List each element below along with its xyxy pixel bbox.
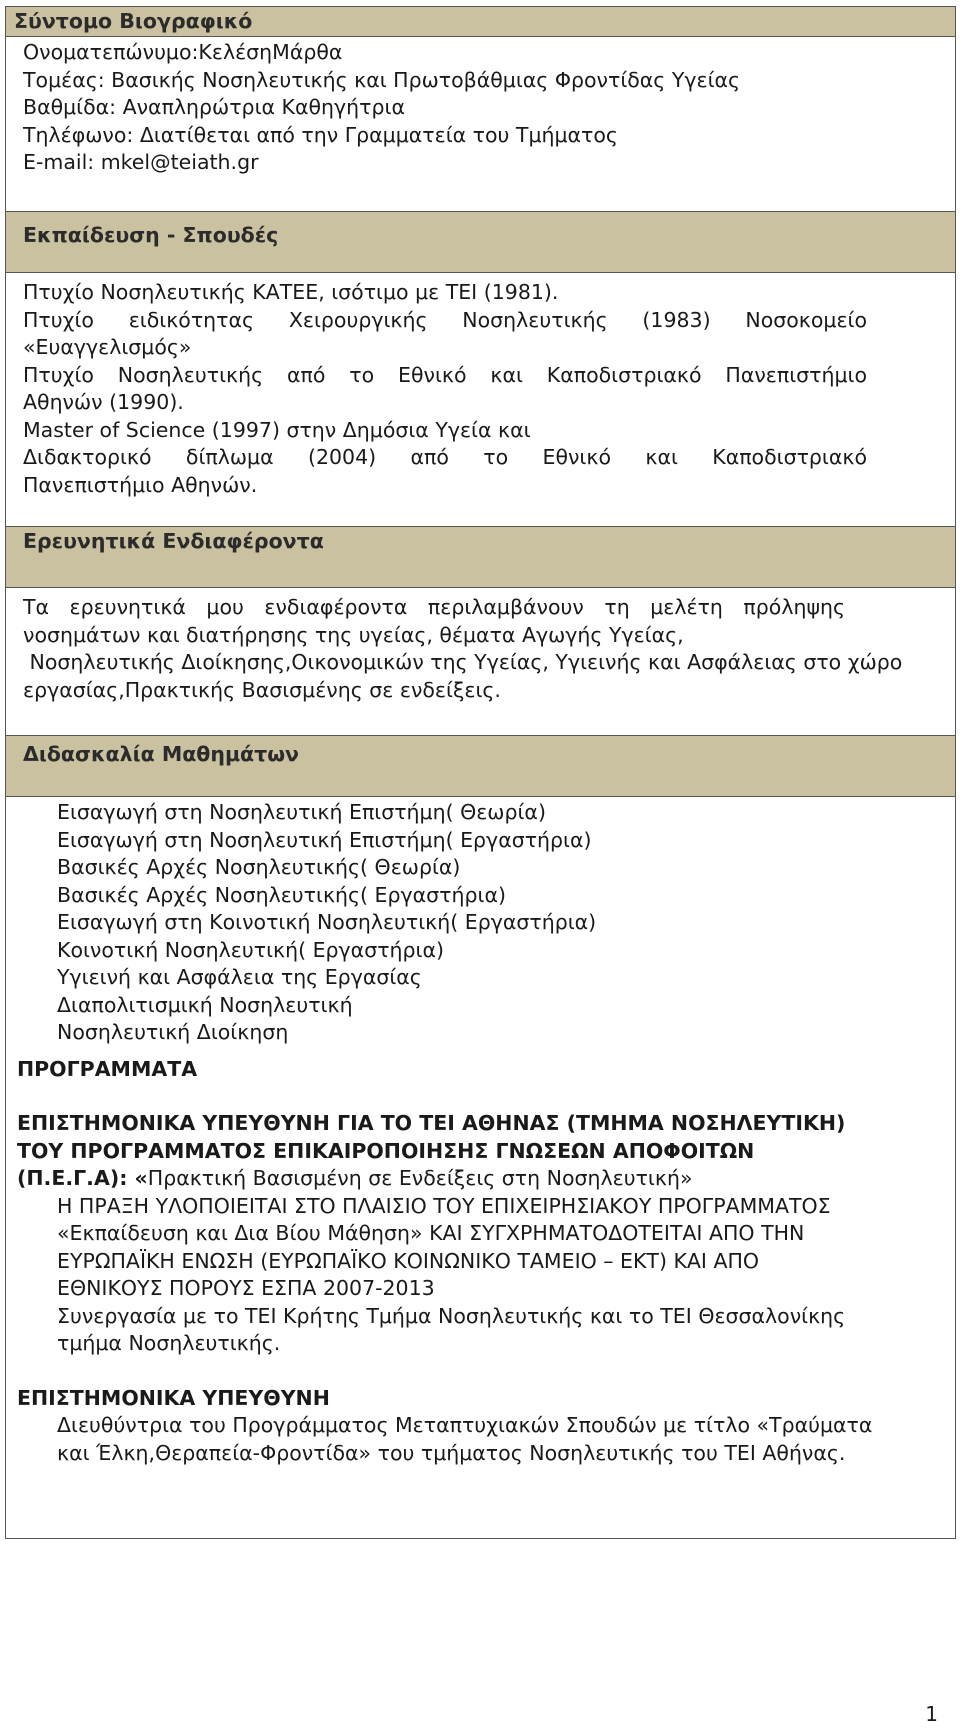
education-line: Πτυχίο Νοσηλευτικής από το Εθνικό και Καποδιστριακό Πανεπιστήμιο [23, 362, 867, 387]
bio-title: Σύντομο Βιογραφικό [14, 9, 253, 33]
research-title: Ερευνητικά Ενδιαφέροντα [23, 529, 324, 553]
program-heading-line: ΤΟΥ ΠΡΟΓΡΑΜΜΑΤΟΣ ΕΠΙΚΑΙΡΟΠΟΙΗΣΗΣ ΓΝΩΣΕΩΝ ΑΠΟΦΟΙΤΩΝ [17, 1138, 755, 1163]
teaching-title: Διδασκαλία Μαθημάτων [23, 742, 300, 766]
program-detail-line: Διευθύντρια του Προγράμματος Μεταπτυχιακών Σπουδών με τίτλο «Τραύματα [57, 1413, 873, 1437]
research-header [6, 526, 955, 588]
course-item: Νοσηλευτική Διοίκηση [57, 1020, 289, 1044]
course-item: Εισαγωγή στη Κοινοτική Νοσηλευτική( Εργαστήρια) [57, 910, 597, 934]
program-detail-line: ΕΥΡΩΠΑΪΚΗ ΕΝΩΣΗ (ΕΥΡΩΠΑΪΚΟ ΚΟΙΝΩΝΙΚΟ ΤΑΜΕΙΟ – ΕΚΤ) ΚΑΙ ΑΠΟ [57, 1248, 760, 1273]
education-header [6, 211, 955, 273]
course-item: Εισαγωγή στη Νοσηλευτική Επιστήμη( Θεωρία) [57, 800, 546, 824]
bio-phone: Τηλέφωνο: Διατίθεται από την Γραμματεία του Τμήματος [23, 122, 618, 147]
education-line: Master of Science (1997) στην Δημόσια Υγεία και [23, 417, 531, 442]
course-item: Εισαγωγή στη Νοσηλευτική Επιστήμη( Εργαστήρια) [57, 827, 592, 852]
bio-section [6, 37, 955, 211]
program-code: (Π.Ε.Γ.Α): « [17, 1166, 148, 1190]
course-item: Υγιεινή και Ασφάλεια της Εργασίας [57, 965, 422, 989]
page-number: 1 [925, 1702, 938, 1726]
teaching-header [6, 735, 955, 797]
course-item: Βασικές Αρχές Νοσηλευτικής( Θεωρία) [57, 855, 461, 879]
program-detail-line: ΕΘΝΙΚΟΥΣ ΠΟΡΟΥΣ ΕΣΠΑ 2007-2013 [57, 1276, 435, 1300]
bio-header [6, 7, 955, 37]
course-item: Κοινοτική Νοσηλευτική( Εργαστήρια) [57, 937, 444, 962]
education-line: Πτυχίο ειδικότητας Χειρουργικής Νοσηλευτικής (1983) Νοσοκομείο [23, 307, 867, 332]
cv-page [5, 6, 956, 1539]
program-detail-line: τμήμα Νοσηλευτικής. [57, 1331, 281, 1355]
education-section [6, 273, 955, 526]
education-line: Αθηνών (1990). [23, 390, 184, 414]
programs-title: ΠΡΟΓΡΑΜΜΑΤΑ [17, 1056, 198, 1081]
research-line: εργασίας,Πρακτικής Βασισμένης σε ενδείξεις. [23, 677, 501, 702]
education-line: Πτυχίο Νοσηλευτικής ΚΑΤΕΕ, ισότιμο με ΤΕΙ (1981). [23, 280, 559, 304]
bio-sector: Τομέας: Βασικής Νοσηλευτικής και Πρωτοβάθμιας Φροντίδας Υγείας [23, 67, 741, 92]
program-detail-line: και Έλκη,Θεραπεία-Φροντίδα» του τμήματος Νοσηλευτικής του ΤΕΙ Αθήνας. [57, 1440, 846, 1465]
research-line: Νοσηλευτικής Διοίκησης,Οικονομικών της Υγείας, Υγιεινής και Ασφάλειας στο χώρο [23, 650, 903, 674]
education-line: «Ευαγγελισμός» [23, 335, 192, 359]
course-item: Διαπολιτισμική Νοσηλευτική [57, 992, 353, 1017]
program-name: Πρακτική Βασισμένη σε Ενδείξεις στη Νοσηλευτική» [147, 1166, 693, 1190]
program-details [17, 1193, 955, 1358]
program-detail-line: «Εκπαίδευση και Δια Βίου Μάθηση» ΚΑΙ ΣΥΓΧΡΗΜΑΤΟΔΟΤΕΙΤΑΙ ΑΠΟ ΤΗΝ [57, 1221, 805, 1245]
research-line: Τα ερευνητικά μου ενδιαφέροντα περιλαμβάνουν τη μελέτη πρόληψης [23, 595, 845, 619]
programs-section [6, 1047, 955, 1468]
bio-email: E-mail: mkel@teiath.gr [23, 150, 259, 174]
education-line: Διδακτορικό δίπλωμα (2004) από το Εθνικό και Καποδιστριακό [23, 445, 867, 469]
program-heading-line [17, 1165, 955, 1193]
course-item: Βασικές Αρχές Νοσηλευτικής( Εργαστήρια) [57, 882, 506, 907]
research-line: νοσημάτων και διατήρησης της υγείας, θέματα Αγωγής Υγείας, [23, 622, 684, 647]
bio-name: Ονοματεπώνυμο:ΚελέσηΜάρθα [23, 40, 343, 64]
program-detail-line: Συνεργασία με το ΤΕΙ Κρήτης Τμήμα Νοσηλευτικής και το ΤΕΙ Θεσσαλονίκης [57, 1303, 846, 1328]
program-heading-2: ΕΠΙΣΤΗΜΟΝΙΚΑ ΥΠΕΥΘΥΝΗ [17, 1385, 330, 1410]
program-heading-line: ΕΠΙΣΤΗΜΟΝΙΚΑ ΥΠΕΥΘΥΝΗ ΓΙΑ ΤΟ ΤΕΙ ΑΘΗΝΑΣ (ΤΜΗΜΑ ΝΟΣΗΛΕΥΤΙΚΗ) [17, 1111, 846, 1135]
teaching-list [6, 797, 955, 1047]
education-title: Εκπαίδευση - Σπουδές [23, 223, 279, 247]
bio-rank: Βαθμίδα: Αναπληρώτρια Καθηγήτρια [23, 95, 405, 119]
program-detail-line: Η ΠΡΑΞΗ ΥΛΟΠΟΙΕΙΤΑΙ ΣΤΟ ΠΛΑΙΣΙΟ ΤΟΥ ΕΠΙΧΕΙΡΗΣΙΑΚΟΥ ΠΡΟΓΡΑΜΜΑΤΟΣ [57, 1193, 831, 1218]
research-section [6, 588, 955, 735]
program-details-2 [17, 1412, 955, 1467]
education-line: Πανεπιστήμιο Αθηνών. [23, 472, 258, 497]
